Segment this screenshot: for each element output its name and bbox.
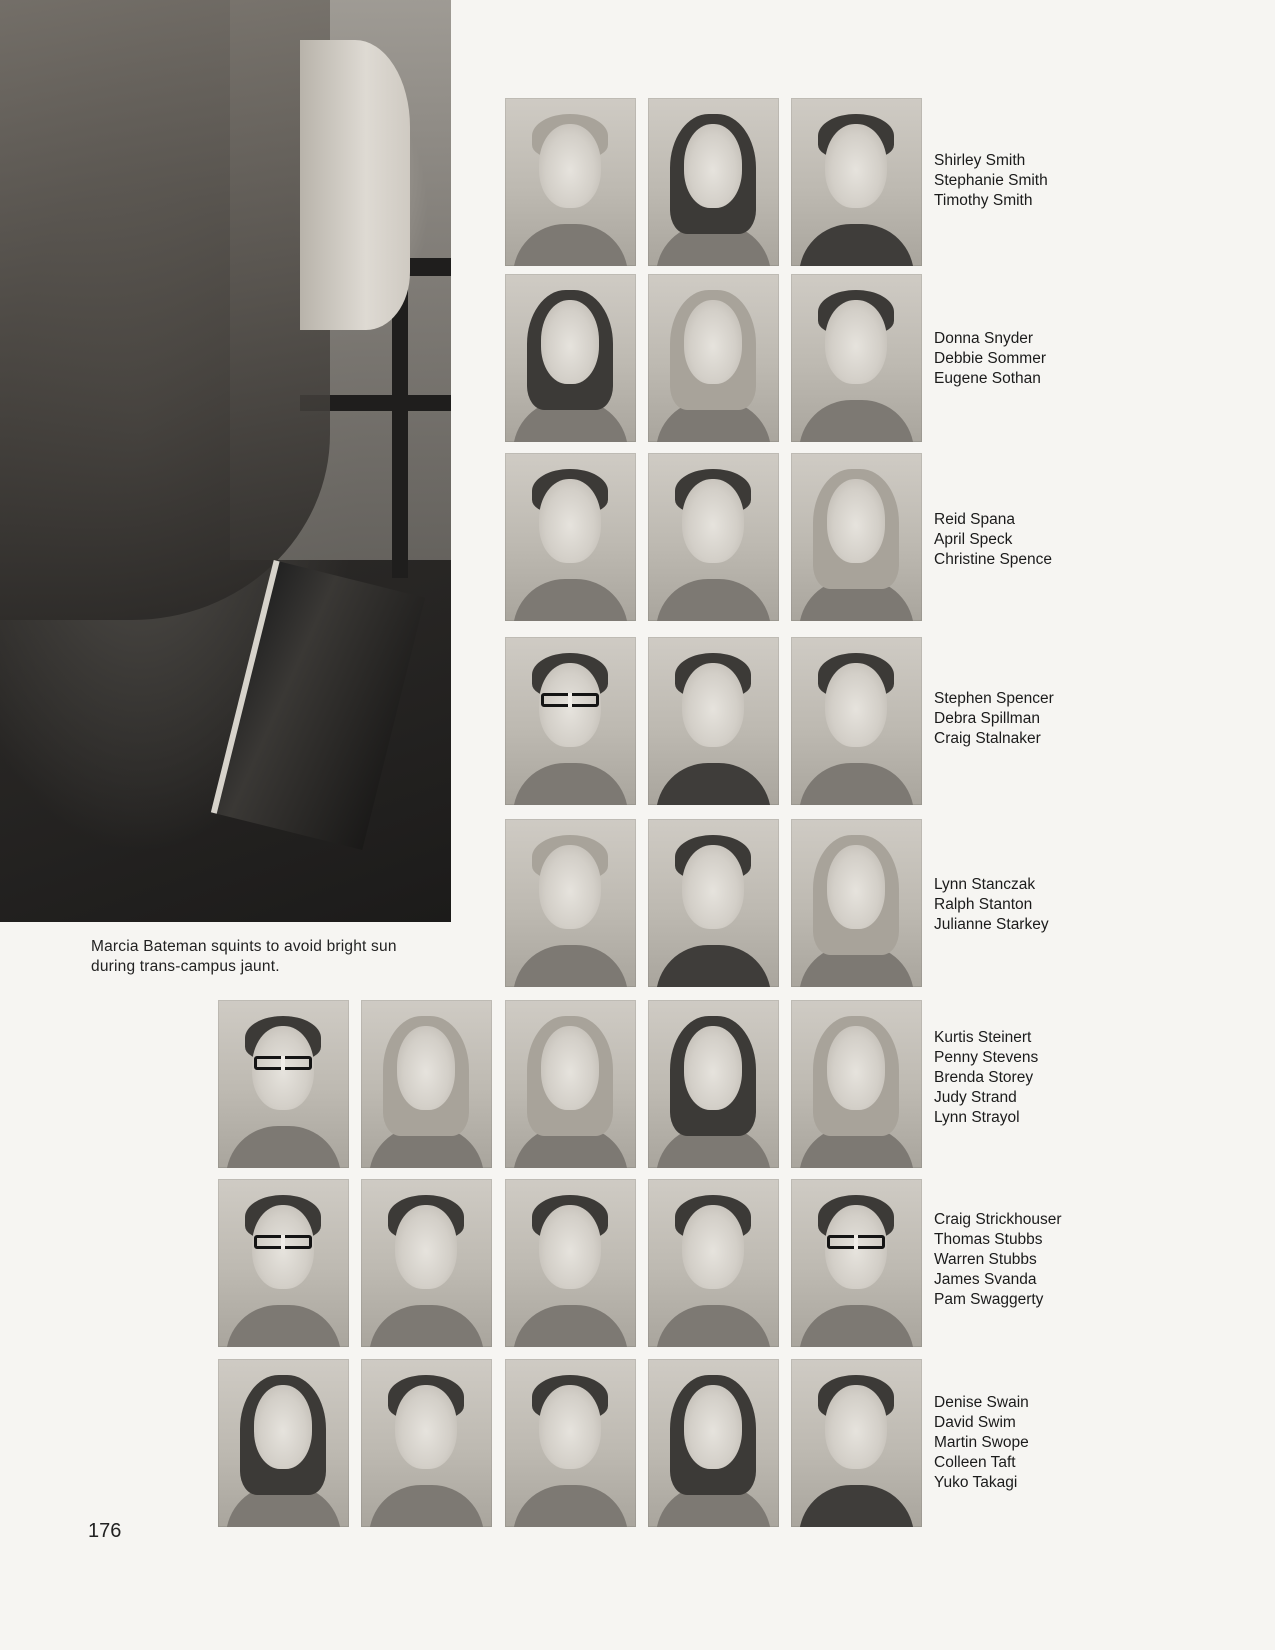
student-name: Reid Spana: [934, 511, 1016, 528]
student-name: Debbie Sommer: [934, 350, 1046, 367]
portrait-reid-spana: [505, 453, 636, 621]
student-name: Yuko Takagi: [934, 1474, 1018, 1491]
name-list-row-1: [934, 151, 1048, 211]
portrait-april-speck: [648, 453, 779, 621]
student-name: Stephen Spencer: [934, 690, 1054, 707]
student-name: Eugene Sothan: [934, 370, 1041, 387]
portrait-stephen-spencer: [505, 637, 636, 805]
student-name: Kurtis Steinert: [934, 1029, 1032, 1046]
student-name: Warren Stubbs: [934, 1251, 1037, 1268]
portrait-donna-snyder: [505, 274, 636, 442]
student-name: Colleen Taft: [934, 1454, 1016, 1471]
caption-line-2: during trans-campus jaunt.: [91, 958, 280, 975]
portrait-penny-stevens: [361, 1000, 492, 1168]
student-name: Ralph Stanton: [934, 896, 1033, 913]
student-name: Christine Spence: [934, 551, 1053, 568]
portrait-brenda-storey: [505, 1000, 636, 1168]
portrait-timothy-smith: [791, 98, 922, 266]
student-name: Brenda Storey: [934, 1069, 1034, 1086]
student-name: Penny Stevens: [934, 1049, 1039, 1066]
student-name: Debra Spillman: [934, 710, 1040, 727]
portrait-yuko-takagi: [791, 1359, 922, 1527]
portrait-ralph-stanton: [648, 819, 779, 987]
student-name: Pam Swaggerty: [934, 1291, 1044, 1308]
portrait-debra-spillman: [648, 637, 779, 805]
student-name: Thomas Stubbs: [934, 1231, 1043, 1248]
portrait-warren-stubbs: [505, 1179, 636, 1347]
name-list-row-3: [934, 510, 1052, 570]
portrait-colleen-taft: [648, 1359, 779, 1527]
name-list-row-4: [934, 689, 1054, 749]
student-name: Craig Stalnaker: [934, 730, 1041, 747]
name-list-row-6: [934, 1028, 1038, 1128]
portrait-james-svanda: [648, 1179, 779, 1347]
portrait-debbie-sommer: [648, 274, 779, 442]
student-name: Lynn Stanczak: [934, 876, 1036, 893]
portrait-stephanie-smith: [648, 98, 779, 266]
portrait-shirley-smith: [505, 98, 636, 266]
page-number: 176: [88, 1520, 122, 1542]
portrait-christine-spence: [791, 453, 922, 621]
student-name: Denise Swain: [934, 1394, 1029, 1411]
student-name: James Svanda: [934, 1271, 1037, 1288]
portrait-lynn-strayol: [791, 1000, 922, 1168]
portrait-julianne-starkey: [791, 819, 922, 987]
portrait-thomas-stubbs: [361, 1179, 492, 1347]
caption-line-1: Marcia Bateman squints to avoid bright sun: [91, 938, 397, 955]
feature-photo: [0, 0, 451, 922]
photo-caption: [91, 937, 471, 977]
student-name: Shirley Smith: [934, 152, 1026, 169]
name-list-row-5: [934, 875, 1049, 935]
student-name: Timothy Smith: [934, 192, 1033, 209]
student-name: Judy Strand: [934, 1089, 1017, 1106]
portrait-lynn-stanczak: [505, 819, 636, 987]
student-name: Lynn Strayol: [934, 1109, 1020, 1126]
portrait-martin-swope: [505, 1359, 636, 1527]
portrait-denise-swain: [218, 1359, 349, 1527]
portrait-craig-stalnaker: [791, 637, 922, 805]
portrait-eugene-sothan: [791, 274, 922, 442]
student-name: Stephanie Smith: [934, 172, 1048, 189]
student-name: April Speck: [934, 531, 1013, 548]
portrait-judy-strand: [648, 1000, 779, 1168]
portrait-craig-strickhouser: [218, 1179, 349, 1347]
name-list-row-8: [934, 1393, 1029, 1493]
student-name: Martin Swope: [934, 1434, 1029, 1451]
student-name: Donna Snyder: [934, 330, 1034, 347]
student-name: David Swim: [934, 1414, 1016, 1431]
student-name: Craig Strickhouser: [934, 1211, 1062, 1228]
name-list-row-2: [934, 329, 1046, 389]
name-list-row-7: [934, 1210, 1062, 1310]
portrait-david-swim: [361, 1359, 492, 1527]
portrait-kurtis-steinert: [218, 1000, 349, 1168]
student-name: Julianne Starkey: [934, 916, 1049, 933]
portrait-pam-swaggerty: [791, 1179, 922, 1347]
